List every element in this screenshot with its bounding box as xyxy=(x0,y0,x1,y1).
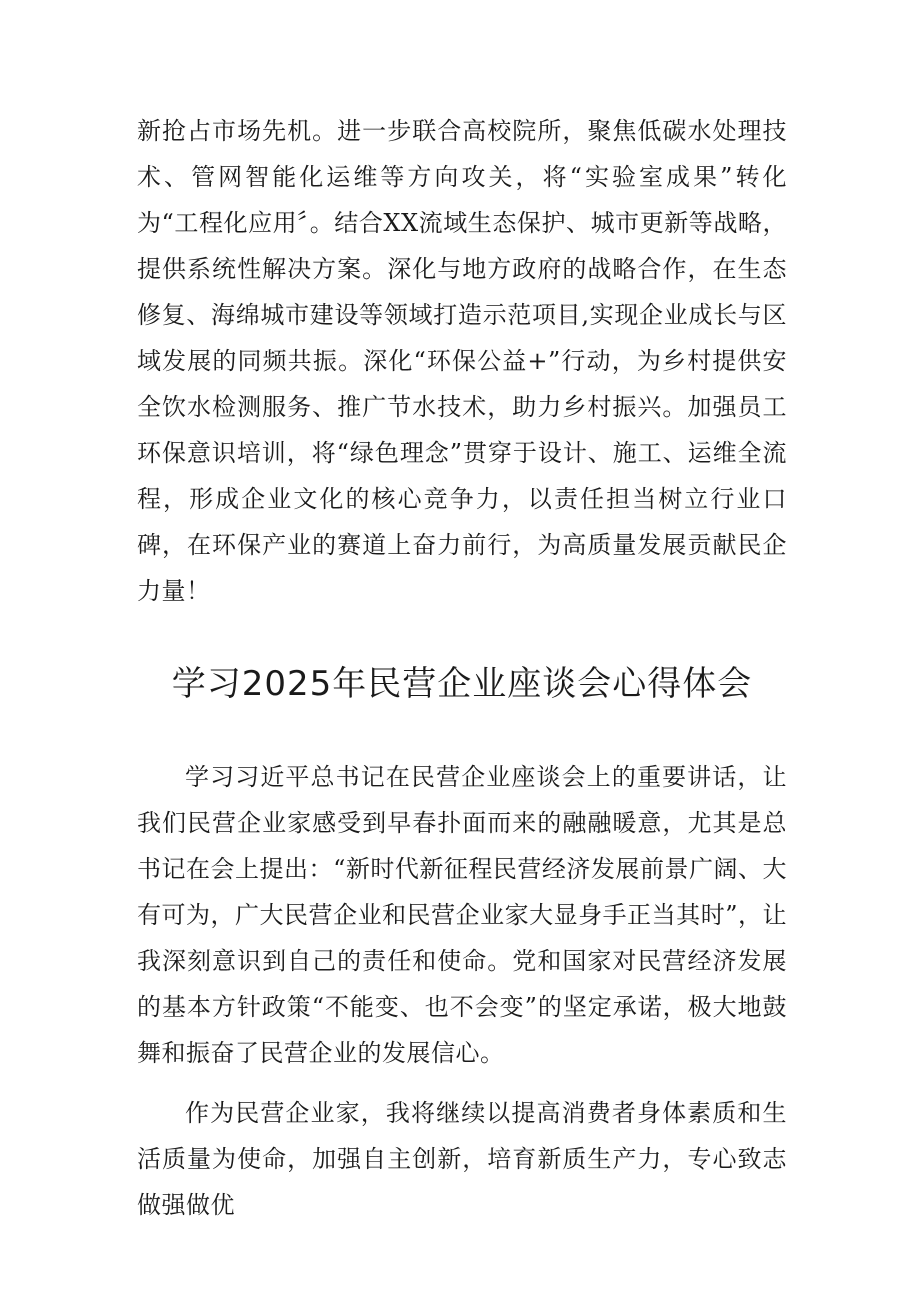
continued-paragraph: 新抢占市场先机。进一步联合高校院所，聚焦低碳水处理技术、管网智能化运维等方向攻关，将“实验室成果”转化为“工程化应用〞。结合XX流域生态保护、城市更新等战略，提供系统性解决方案。深化与地方政府的战略合作，在生态修复、海绵城市建设等领域打造示范项目,实现企业成长与区域发展的同频共振。深化“环保公益+”行动，为乡村提供安全饮水检测服务、推广节水技术，助力乡村振兴。加强员工环保意识培训，将“绿色理念”贯穿于设计、施工、运维全流程，形成企业文化的核心竞争力，以责任担当树立行业口碑，在环保产业的赛道上奋力前行，为高质量发展贡献民企力量！ xyxy=(137,117,787,605)
article-title: 学习2025年民营企业座谈会心得体会 xyxy=(171,664,753,704)
article-paragraph-1: 学习习近平总书记在民营企业座谈会上的重要讲话，让我们民营企业家感受到早春扑面而来的融融暖意，尤其是总书记在会上提出：“新时代新征程民营经济发展前景广阔、大有可为，广大民营企业和民营企业家大显身手正当其时”，让我深刻意识到自己的责任和使命。党和国家对民营经济发展的基本方针政策“不能变、也不会变”的坚定承诺，极大地鼓舞和振奋了民营企业的发展信心。 xyxy=(137,763,787,1067)
article-paragraph-2: 作为民营企业家，我将继续以提高消费者身体素质和生活质量为使命，加强自主创新，培育新质生产力，专心致志做强做优 xyxy=(137,1099,787,1219)
document-body xyxy=(137,108,787,1228)
paragraph-gap xyxy=(137,1076,787,1090)
